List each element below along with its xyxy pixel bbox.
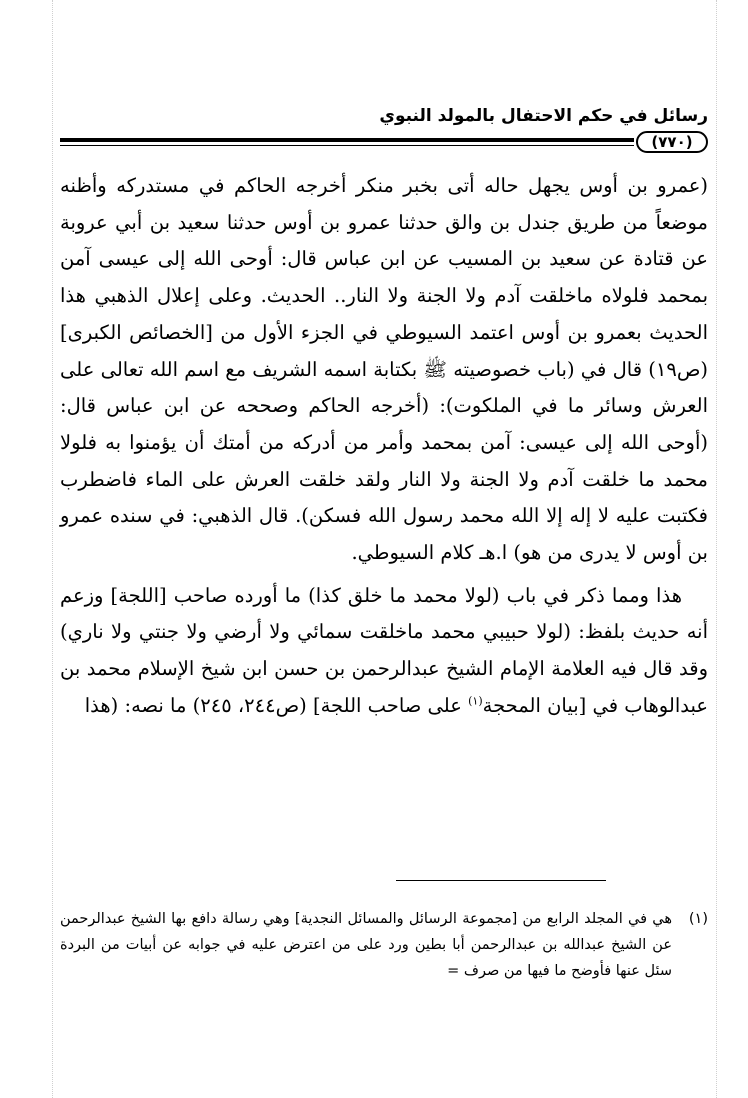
paragraph-2-text-start: هذا ومما ذكر في باب (لولا محمد ما خلق كذا) ما أورده صاحب [اللجة] وزعم أنه حديث بلفظ: (لولا حبيبي محمد ماخلقت سمائي ولا أرضي ولا جنتي ولا ناري) وقد قال فيه العلامة الإمام الشيخ عبدالرحمن بن حسن ابن شيخ الإسلام محمد بن عبدالوهاب في [بيان المحجة (60, 583, 708, 717)
page-number: (٧٧٠) (636, 131, 708, 153)
footnote-item (60, 906, 708, 984)
footnote-number: (١) (688, 911, 708, 927)
header-rule-thick (60, 138, 634, 142)
paragraph-2-text-end: على صاحب اللجة] (ص٢٤٤، ٢٤٥) ما نصه: (هذا (84, 693, 469, 717)
paragraph-2 (60, 578, 708, 725)
footnote (60, 906, 708, 984)
footnote-text: هي في المجلد الرابع من [مجموعة الرسائل والمسائل النجدية] وهي رسالة دافع بها الشيخ عبدالرحمن عن الشيخ عبدالله بن عبدالرحمن أبا بطين ورد على من اعترض عليه في جوابه عن أبيات من البردة سئل عنها فأوضح ما فيها من صرف = (60, 911, 672, 979)
scan-guide-line (52, 0, 53, 1098)
scan-guide-line (716, 0, 717, 1098)
paragraph-1: (عمرو بن أوس يجهل حاله أتى بخبر منكر أخرجه الحاكم في مستدركه وأظنه موضعاً من طريق جندل بن والق حدثنا عمرو بن أوس حدثنا سعيد بن أبي عروبة عن قتادة عن سعيد بن المسيب عن ابن عباس قال: أوحى الله إلى عيسى آمن بمحمد فلولاه ماخلقت آدم ولا الجنة ولا النار.. الحديث. وعلى إعلال الذهبي هذا الحديث بعمرو بن أوس اعتمد السيوطي في الجزء الأول من [الخصائص الكبرى] (ص١٩) قال في (باب خصوصيته ﷺ بكتابة اسمه الشريف مع اسم الله تعالى على العرش وسائر ما في الملكوت): (أخرجه الحاكم وصححه عن ابن عباس قال: (أوحى الله إلى عيسى: آمن بمحمد وأمر من أدركه من أمتك أن يؤمنوا به فلولا محمد ما خلقت آدم ولا الجنة ولا النار ولقد خلقت العرش على الماء فاضطرب فكتبت عليه لا إله إلا الله محمد رسول الله فسكن). قال الذهبي: في سنده عمرو بن أوس لا يدرى من هو) ا.هـ كلام السيوطي. (60, 174, 708, 565)
footnote-reference: (١) (468, 694, 483, 708)
footnote-separator (396, 880, 606, 881)
header-rule-thin (60, 145, 634, 146)
running-header-title: رسائل في حكم الاحتفال بالمولد النبوي (379, 106, 708, 126)
main-text (60, 168, 708, 725)
